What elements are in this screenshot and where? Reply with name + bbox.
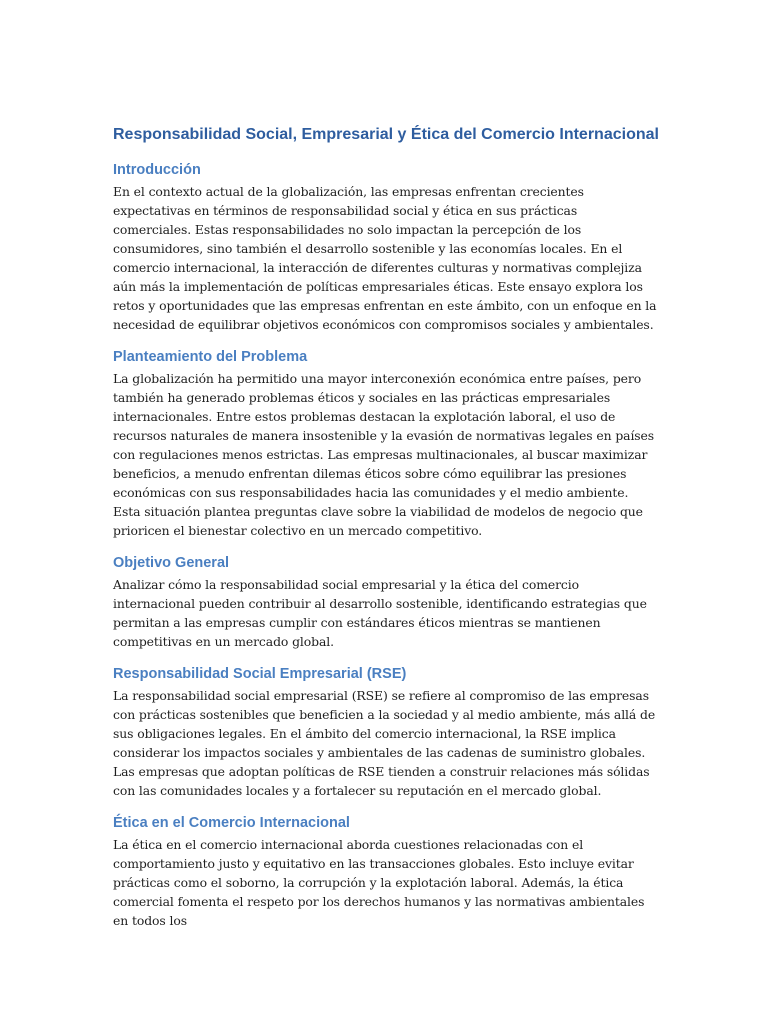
section-paragraph: Analizar cómo la responsabilidad social empresarial y la ética del comercio internacional pueden contribuir al desarrollo sostenible, identificando estrategias que permitan a las empresas cumplir con estándares éticos mientras se mantienen competitivas en un mercado global. bbox=[113, 577, 647, 649]
section-objetivo-general bbox=[113, 553, 658, 651]
section-heading: Introducción bbox=[113, 162, 201, 178]
section-etica-comercio-internacional bbox=[113, 813, 658, 930]
section-heading: Planteamiento del Problema bbox=[113, 349, 308, 365]
section-heading: Objetivo General bbox=[113, 555, 230, 571]
section-paragraph: La globalización ha permitido una mayor interconexión económica entre países, pero también ha generado problemas éticos y sociales en las prácticas empresariales internacionales. Entre estos problemas destacan la explotación laboral, el uso de recursos naturales de manera insostenible y la evasión de normativas legales en países con regulaciones menos estrictas. Las empresas multinacionales, al buscar maximizar beneficios, a menudo enfrentan dilemas éticos sobre cómo equilibrar las presiones económicas con sus responsabilidades hacia las comunidades y el medio ambiente. Esta situación plantea preguntas clave sobre la viabilidad de modelos de negocio que prioricen el bienestar colectivo en un mercado competitivo. bbox=[113, 371, 655, 538]
section-paragraph: La responsabilidad social empresarial (RSE) se refiere al compromiso de las empresas con prácticas sostenibles que beneficien a la sociedad y al medio ambiente, más allá de sus obligaciones legales. En el ámbito del comercio internacional, la RSE implica considerar los impactos sociales y ambientales de las cadenas de suministro globales. Las empresas que adoptan políticas de RSE tienden a construir relaciones más sólidas con las comunidades locales y a fortalecer su reputación en el mercado global. bbox=[113, 688, 656, 798]
section-introduccion bbox=[113, 160, 658, 334]
section-heading: Ética en el Comercio Internacional bbox=[113, 815, 350, 831]
section-paragraph: En el contexto actual de la globalización, las empresas enfrentan crecientes expectativas en términos de responsabilidad social y ética en sus prácticas comerciales. Estas responsabilidades no solo impactan la percepción de los consumidores, sino también el desarrollo sostenible y las economías locales. En el comercio internacional, la interacción de diferentes culturas y normativas complejiza aún más la implementación de políticas empresariales éticas. Este ensayo explora los retos y oportunidades que las empresas enfrentan en este ámbito, con un enfoque en la necesidad de equilibrar objetivos económicos con compromisos sociales y ambientales. bbox=[113, 184, 657, 332]
section-rse bbox=[113, 664, 658, 800]
document-title: Responsabilidad Social, Empresarial y Ética del Comercio Internacional bbox=[113, 126, 659, 143]
section-paragraph: La ética en el comercio internacional aborda cuestiones relacionadas con el comportamiento justo y equitativo en las transacciones globales. Esto incluye evitar prácticas como el soborno, la corrupción y la explotación laboral. Además, la ética comercial fomenta el respeto por los derechos humanos y las normativas ambientales en todos los bbox=[113, 837, 645, 928]
section-heading: Responsabilidad Social Empresarial (RSE) bbox=[113, 666, 407, 682]
document-page bbox=[113, 124, 658, 943]
section-planteamiento-del-problema bbox=[113, 347, 658, 540]
